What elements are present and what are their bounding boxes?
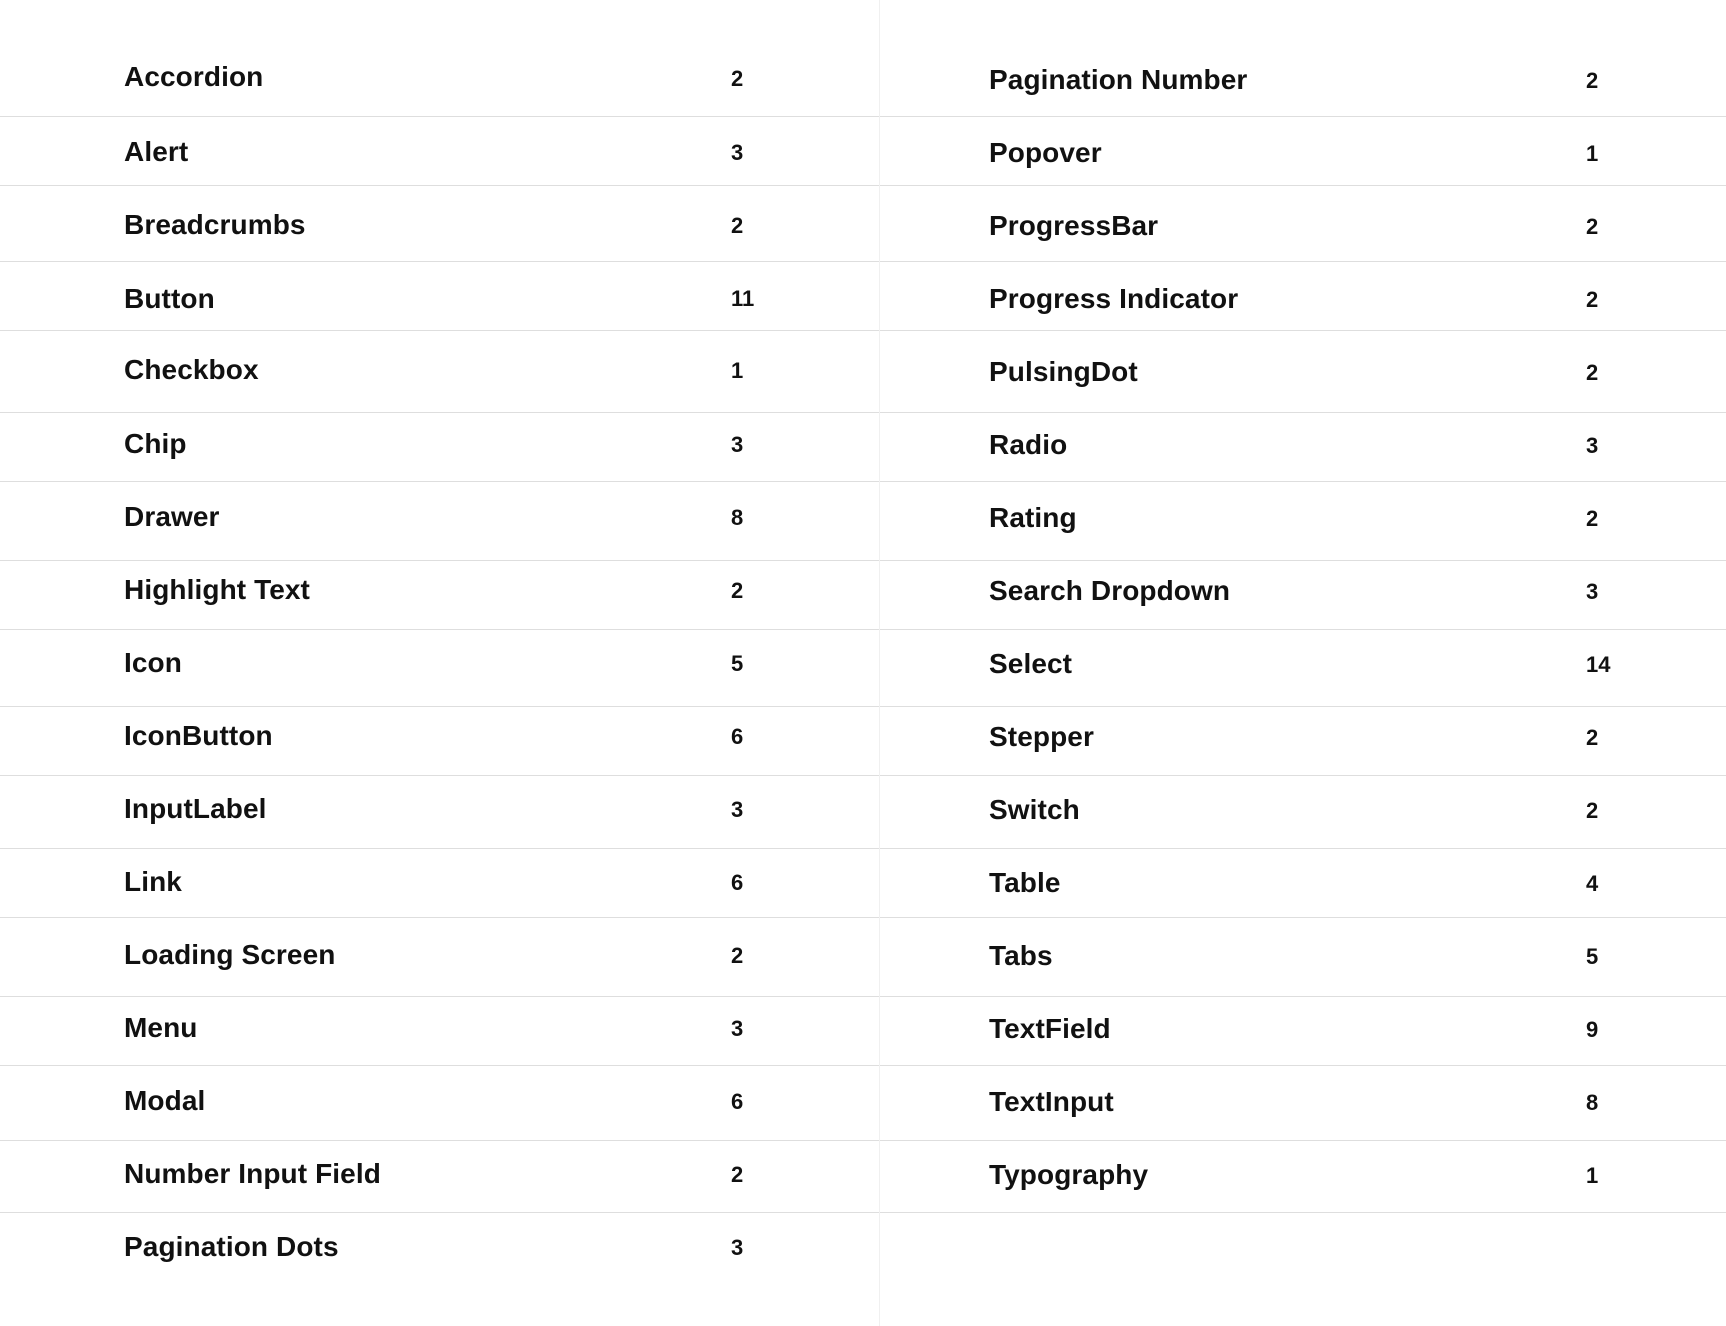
component-name: Link bbox=[124, 866, 182, 897]
component-count: 2 bbox=[1586, 214, 1599, 239]
table-row bbox=[0, 117, 879, 186]
component-name: Stepper bbox=[989, 721, 1094, 752]
table-row bbox=[880, 186, 1726, 262]
component-name: Highlight Text bbox=[124, 574, 310, 605]
component-count: 2 bbox=[731, 1162, 744, 1187]
component-name: Popover bbox=[989, 137, 1102, 168]
table-row bbox=[880, 1141, 1726, 1213]
component-name: IconButton bbox=[124, 720, 273, 751]
component-count: 2 bbox=[731, 578, 744, 603]
component-name: Icon bbox=[124, 647, 182, 678]
table-row bbox=[0, 997, 879, 1066]
table-row bbox=[0, 918, 879, 997]
component-name: Search Dropdown bbox=[989, 575, 1231, 606]
component-count: 3 bbox=[731, 140, 744, 165]
component-name: Checkbox bbox=[124, 354, 259, 385]
component-name: Accordion bbox=[124, 61, 264, 92]
table-row bbox=[0, 331, 879, 413]
table-row bbox=[880, 117, 1726, 186]
component-name: Breadcrumbs bbox=[124, 209, 306, 240]
component-count: 2 bbox=[1586, 798, 1599, 823]
component-count: 2 bbox=[731, 943, 744, 968]
component-count: 2 bbox=[1586, 506, 1599, 531]
component-count: 2 bbox=[1586, 725, 1599, 750]
component-count: 1 bbox=[1586, 141, 1599, 166]
table-row bbox=[0, 561, 879, 630]
table-row bbox=[0, 262, 879, 331]
component-name: Radio bbox=[989, 429, 1068, 460]
table-row bbox=[0, 482, 879, 561]
table-row bbox=[0, 1141, 879, 1213]
component-name: Table bbox=[989, 867, 1061, 898]
component-count: 5 bbox=[731, 651, 744, 676]
table-row bbox=[0, 630, 879, 707]
table-row bbox=[0, 776, 879, 849]
table-row bbox=[880, 918, 1726, 997]
component-count: 4 bbox=[1586, 871, 1599, 896]
component-name: Pagination Dots bbox=[124, 1231, 339, 1262]
table-row bbox=[880, 997, 1726, 1066]
component-name: Tabs bbox=[989, 940, 1053, 971]
table-row bbox=[0, 1066, 879, 1141]
table-row bbox=[880, 262, 1726, 331]
component-count: 3 bbox=[731, 1235, 744, 1260]
component-count: 6 bbox=[731, 1089, 744, 1114]
table-row bbox=[880, 1066, 1726, 1141]
table-row bbox=[0, 849, 879, 918]
component-name: Progress Indicator bbox=[989, 283, 1239, 314]
table-row bbox=[880, 0, 1726, 117]
component-count: 1 bbox=[1586, 1163, 1599, 1188]
component-count: 3 bbox=[731, 797, 744, 822]
table-row bbox=[880, 331, 1726, 413]
component-count: 3 bbox=[731, 432, 744, 457]
table-row bbox=[0, 0, 879, 117]
table-row bbox=[880, 630, 1726, 707]
component-count: 3 bbox=[1586, 579, 1599, 604]
component-name: InputLabel bbox=[124, 793, 267, 824]
component-count: 6 bbox=[731, 724, 744, 749]
table-row bbox=[880, 849, 1726, 918]
component-count: 2 bbox=[731, 66, 744, 91]
table-row bbox=[0, 1213, 879, 1326]
table-row bbox=[880, 707, 1726, 776]
component-name: Alert bbox=[124, 136, 189, 167]
component-name: Number Input Field bbox=[124, 1158, 381, 1189]
component-name: Menu bbox=[124, 1012, 198, 1043]
component-name: Typography bbox=[989, 1159, 1149, 1190]
component-name: TextField bbox=[989, 1013, 1111, 1044]
component-name: Modal bbox=[124, 1085, 206, 1116]
component-name: PulsingDot bbox=[989, 356, 1138, 387]
component-count: 2 bbox=[1586, 287, 1599, 312]
component-name: TextInput bbox=[989, 1086, 1114, 1117]
component-count: 8 bbox=[731, 505, 744, 530]
component-count: 6 bbox=[731, 870, 744, 895]
component-count: 2 bbox=[731, 213, 744, 238]
table-row bbox=[0, 186, 879, 262]
component-count: 9 bbox=[1586, 1017, 1599, 1042]
component-name: Select bbox=[989, 648, 1073, 679]
component-count: 1 bbox=[731, 358, 744, 383]
component-name: Chip bbox=[124, 428, 187, 459]
table-row bbox=[0, 707, 879, 776]
component-count: 2 bbox=[1586, 360, 1599, 385]
component-name: Switch bbox=[989, 794, 1080, 825]
component-count: 3 bbox=[731, 1016, 744, 1041]
component-name: Drawer bbox=[124, 501, 220, 532]
component-name: Button bbox=[124, 283, 215, 314]
component-count: 14 bbox=[1586, 652, 1611, 677]
table-row bbox=[880, 482, 1726, 561]
component-name: Rating bbox=[989, 502, 1077, 533]
component-count: 2 bbox=[1586, 68, 1599, 93]
component-name: ProgressBar bbox=[989, 210, 1159, 241]
table-row bbox=[880, 561, 1726, 630]
table-row bbox=[880, 776, 1726, 849]
table-row bbox=[880, 413, 1726, 482]
component-name: Pagination Number bbox=[989, 64, 1248, 95]
component-count: 8 bbox=[1586, 1090, 1599, 1115]
component-count: 3 bbox=[1586, 433, 1599, 458]
component-count: 11 bbox=[731, 286, 755, 311]
table-row bbox=[0, 413, 879, 482]
component-count: 5 bbox=[1586, 944, 1599, 969]
component-name: Loading Screen bbox=[124, 939, 336, 970]
